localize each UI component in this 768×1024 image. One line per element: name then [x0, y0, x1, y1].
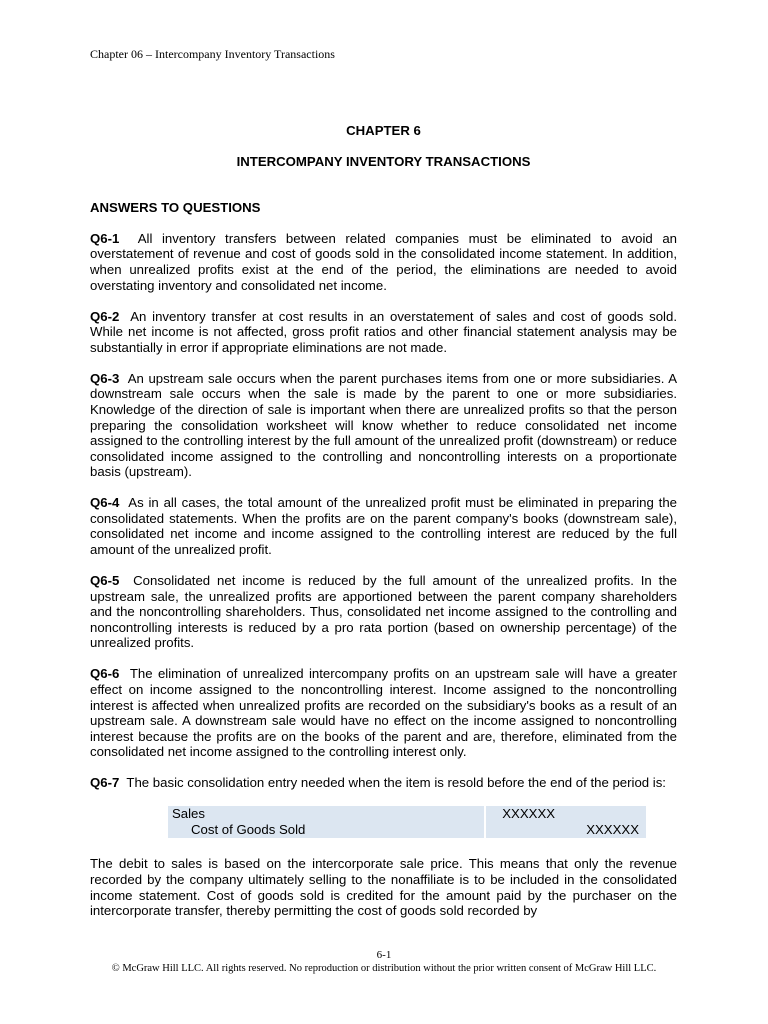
question-answer: As in all cases, the total amount of the unrealized profit must be eliminated in preparing the consolidated statements. When the profits are on the parent company's books (downstream sale), consolidated net income and income assigned to the controlling interest are reduced by the full amount of the unrealized profit.	[90, 495, 678, 558]
question-q6-2	[90, 309, 677, 356]
question-label: Q6-7	[90, 775, 120, 791]
chapter-number: CHAPTER 6	[346, 123, 421, 138]
question-answer: All inventory transfers between related companies must be eliminated to avoid an overstatement of revenue and cost of goods sold in the consolidated income statement. In addition, when unrealized profits exist at the end of the period, the eliminations are needed to avoid overstating inventory and consolidated net income.	[90, 230, 677, 293]
question-label: Q6-3	[90, 370, 120, 386]
question-answer: The basic consolidation entry needed when the item is resold before the end of the period is:	[126, 775, 666, 791]
question-label: Q6-4	[90, 495, 120, 511]
question-label: Q6-5	[90, 573, 120, 589]
debit-amount: XXXXXX	[502, 806, 556, 822]
page-number: 6-1	[376, 949, 392, 961]
journal-explanation: The debit to sales is based on the intercorporate sale price. This means that only the revenue recorded by the company ultimately selling to the nonaffiliate is to be included in the consolidated income statement. Cost of goods sold is credited for the amount paid by the purchaser on the intercorporate transfer, thereby permitting the cost of goods sold recorded by	[90, 856, 677, 919]
question-answer: An inventory transfer at cost results in an overstatement of sales and cost of goods sold. While net income is not affected, gross profit ratios and other financial statement analysis may be substantially in error if appropriate eliminations are not made.	[90, 308, 677, 355]
question-q6-3	[90, 371, 677, 480]
section-heading: ANSWERS TO QUESTIONS	[90, 200, 261, 216]
copyright-notice: © McGraw Hill LLC. All rights reserved. No reproduction or distribution without the prior written consent of McGraw Hill LLC.	[111, 963, 657, 974]
question-q6-6	[90, 666, 677, 760]
journal-entry-table	[168, 806, 646, 838]
page-body	[90, 123, 677, 934]
journal-debit-row	[168, 806, 645, 822]
question-label: Q6-1	[90, 230, 120, 246]
question-q6-7	[90, 775, 677, 791]
credit-debit-cell	[485, 822, 578, 838]
debit-credit-cell	[578, 806, 645, 822]
question-label: Q6-6	[90, 666, 120, 682]
credit-account: Cost of Goods Sold	[168, 822, 485, 838]
question-label: Q6-2	[90, 308, 120, 324]
question-answer: The elimination of unrealized intercompany profits on an upstream sale will have a greater effect on income assigned to the noncontrolling interest. Income assigned to the noncontrolling interest is affected when unrealized profits are recorded on the subsidiary's books as a result of an upstream sale. A downstream sale would have no effect on the income assigned to noncontrolling interest because the profits are on the books of the parent and are, therefore, eliminated from the consolidated net income assigned to the controlling interest only.	[90, 666, 677, 760]
question-q6-1	[90, 231, 677, 293]
journal-credit-row	[168, 822, 645, 838]
question-q6-4	[90, 495, 677, 557]
running-header: Chapter 06 – Intercompany Inventory Transactions	[90, 47, 335, 61]
question-answer: An upstream sale occurs when the parent purchases items from one or more subsidiaries. A downstream sale occurs when the sale is made by the parent to one or more subsidiaries. Knowledge of the direction of sale is important when there are unrealized profits so that the person preparing the consolidation worksheet will know whether to reduce consolidated net income assigned to the controlling interest by the full amount of the unrealized profit (downstream) or reduce consolidated income assigned to the controlling and noncontrolling interests on a proportionate basis (upstream).	[90, 370, 677, 480]
chapter-title: INTERCOMPANY INVENTORY TRANSACTIONS	[236, 153, 531, 169]
credit-amount: XXXXXX	[586, 822, 639, 838]
question-q6-5	[90, 573, 677, 651]
debit-account: Sales	[168, 806, 485, 822]
question-answer: Consolidated net income is reduced by the full amount of the unrealized profits. In the upstream sale, the unrealized profits are apportioned between the parent company shareholders and the noncontrolling shareholders. Thus, consolidated net income assigned to the controlling and noncontrolling interests is reduced by a pro rata portion (based on ownership percentage) of the unrealized profits.	[90, 573, 677, 651]
